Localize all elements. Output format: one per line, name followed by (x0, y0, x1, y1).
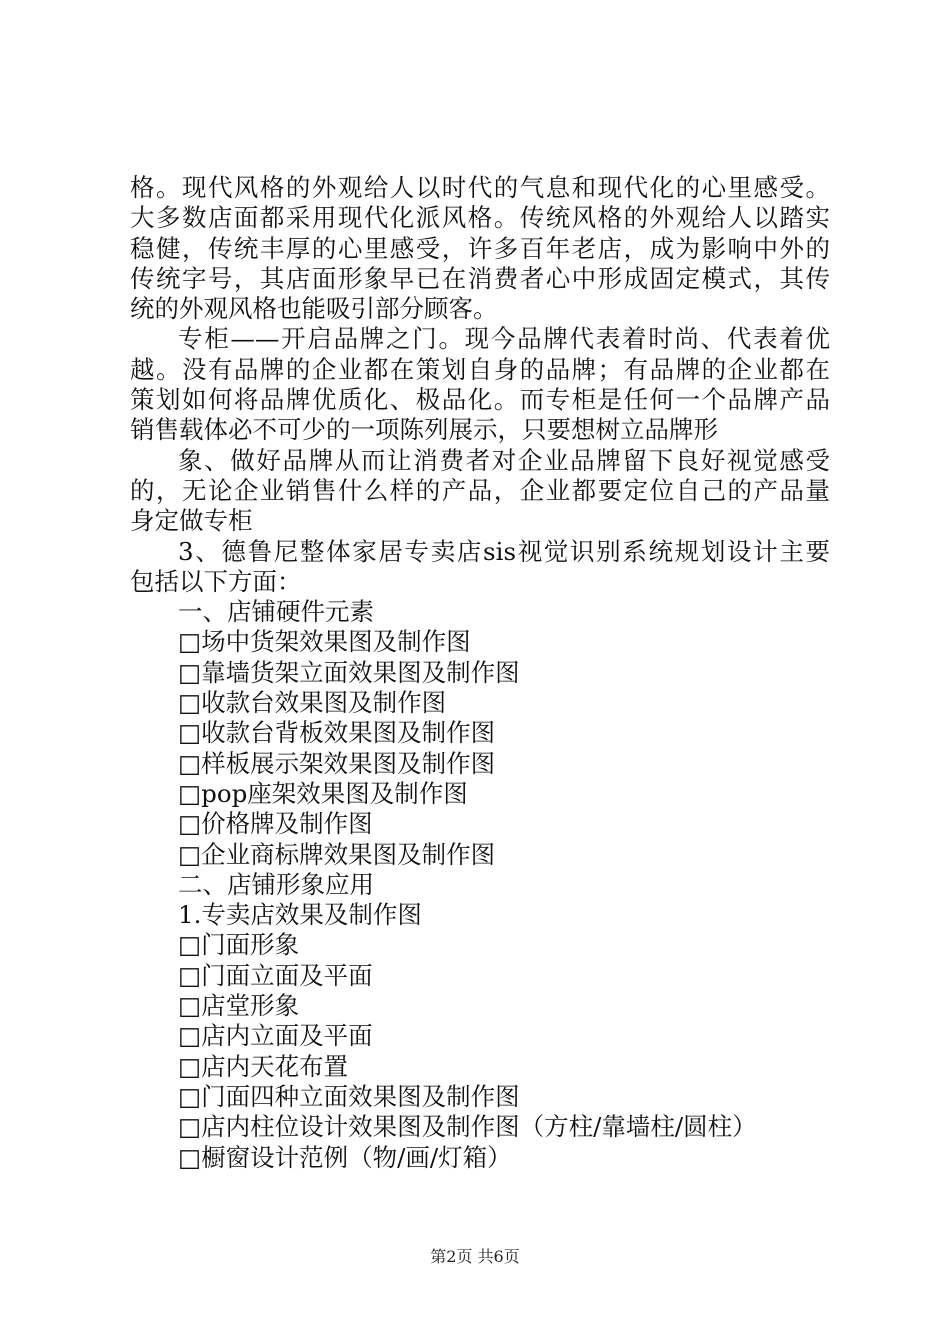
section-heading: 二、店铺形象应用 (178, 869, 374, 899)
list-item: □场中货架效果图及制作图 (178, 627, 471, 657)
page-number-label: 第2页 共6页 (430, 1247, 520, 1266)
paragraph-continuation (130, 173, 830, 324)
list-item: □门面立面及平面 (178, 960, 373, 990)
text-line: 格。现代风格的外观给人以时代的气息和现代化的心里感受。 (130, 173, 830, 202)
text-line: 策划如何将品牌优质化、极品化。而专柜是任何一个品牌产品 (130, 385, 830, 415)
list-item: □收款台背板效果图及制作图 (178, 718, 496, 748)
page-footer (0, 1244, 950, 1267)
list-item: □样板展示架效果图及制作图 (178, 748, 496, 778)
text-line: 大多数店面都采用现代化派风格。传统风格的外观给人以踏实 (130, 203, 830, 233)
list-item: □店内立面及平面 (178, 1021, 373, 1051)
text-line: 传统字号，其店面形象早已在消费者心中形成固定模式，其传 (130, 263, 830, 293)
paragraph-brand-image (130, 446, 830, 537)
section-store-image (130, 870, 830, 1173)
list-item: □企业商标牌效果图及制作图 (178, 839, 496, 869)
section-store-hardware (130, 597, 830, 870)
paragraph-counter-intro (130, 324, 830, 445)
list-item: □店内天花布置 (178, 1051, 349, 1081)
text-line: 象、做好品牌从而让消费者对企业品牌留下良好视觉感受 (178, 445, 830, 475)
list-item: □价格牌及制作图 (178, 809, 373, 839)
list-item: □靠墙货架立面效果图及制作图 (178, 657, 520, 687)
text-line: 稳健，传统丰厚的心里感受，许多百年老店，成为影响中外的 (130, 233, 830, 263)
text-line: 越。没有品牌的企业都在策划自身的品牌；有品牌的企业都在 (130, 354, 830, 384)
text-line: 的，无论企业销售什么样的产品，企业都要定位自己的产品量 (130, 475, 830, 505)
list-item: □pop座架效果图及制作图 (178, 778, 468, 808)
text-line: 包括以下方面： (130, 566, 302, 596)
text-line: 3、德鲁尼整体家居专卖店sis视觉识别系统规划设计主要 (178, 536, 830, 566)
text-line: 销售载体必不可少的一项陈列展示，只要想树立品牌形 (130, 415, 718, 445)
text-line: 专柜——开启品牌之门。现今品牌代表着时尚、代表着优 (178, 324, 830, 354)
list-item: □门面形象 (178, 930, 300, 960)
list-item: □店内柱位设计效果图及制作图（方柱/靠墙柱/圆柱） (178, 1112, 757, 1142)
list-item: □门面四种立面效果图及制作图 (178, 1081, 520, 1111)
text-line: 身定做专柜 (130, 506, 253, 536)
document-body (130, 173, 830, 1173)
list-item: □橱窗设计范例（物/画/灯箱） (178, 1142, 512, 1172)
list-item: □店堂形象 (178, 991, 300, 1021)
paragraph-sis-plan (130, 537, 830, 598)
section-subheading: 1.专卖店效果及制作图 (178, 900, 422, 930)
list-item: □收款台效果图及制作图 (178, 688, 447, 718)
text-line: 统的外观风格也能吸引部分顾客。 (130, 294, 498, 324)
section-heading: 一、店铺硬件元素 (178, 597, 374, 627)
